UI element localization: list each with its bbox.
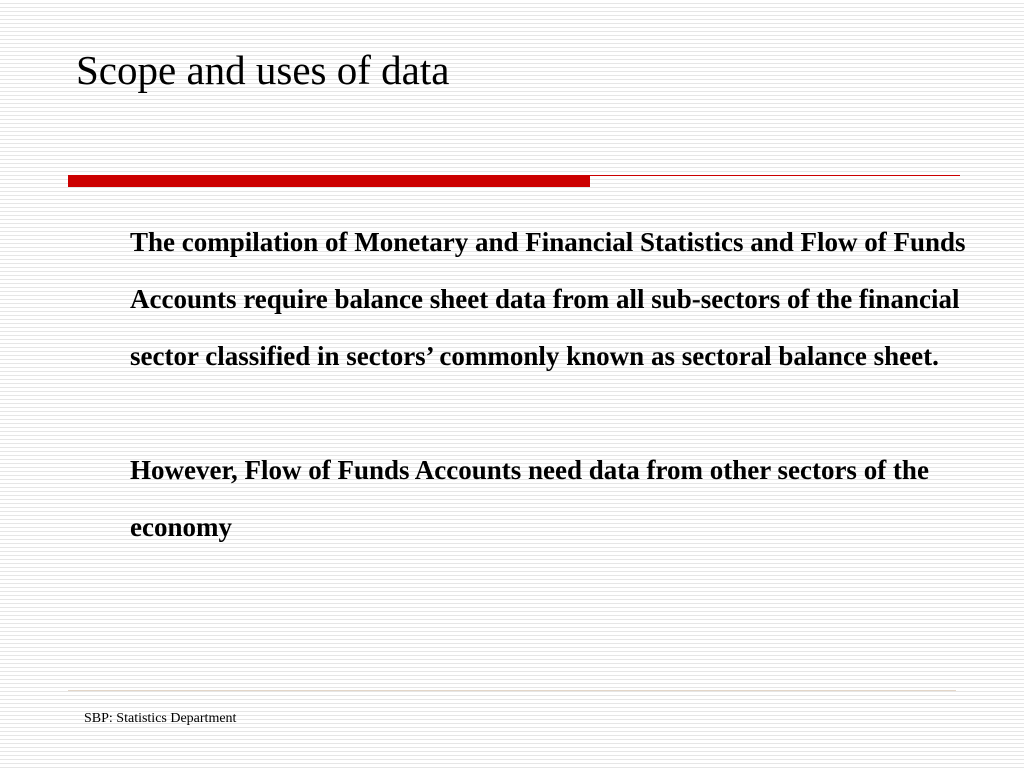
title-underline-thick [68, 175, 590, 187]
paragraph-flow-of-funds: However, Flow of Funds Accounts need data from other sectors of the economy [130, 455, 929, 542]
footer-label: SBP: Statistics Department [84, 711, 237, 726]
paragraph-compilation: The compilation of Monetary and Financial Statistics and Flow of Funds Accounts require balance sheet data from all sub-sectors of the financial sector classified in sectors’ commonly known as sectoral balance sheet. [130, 227, 966, 371]
slide-body [130, 214, 990, 556]
footer-divider [68, 690, 956, 691]
slide-title: Scope and uses of data [76, 47, 450, 93]
title-underline-thin [590, 175, 960, 176]
